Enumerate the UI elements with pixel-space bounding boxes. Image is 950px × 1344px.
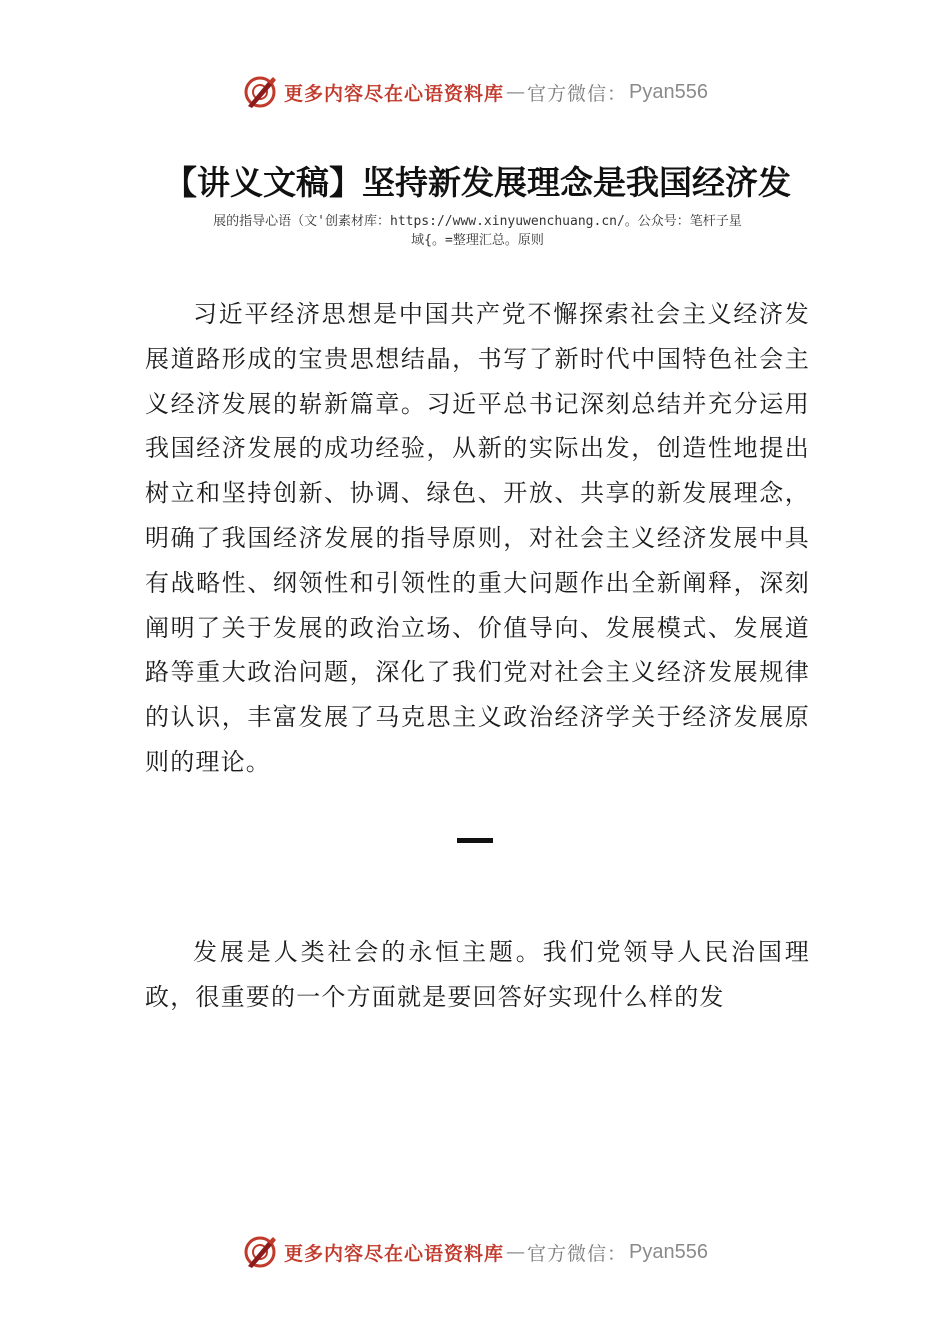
promo-text: 更多内容尽在心语资料库: [284, 1242, 505, 1265]
promo-text: 更多内容尽在心语资料库: [284, 82, 505, 105]
banner-dash: —: [506, 1241, 526, 1263]
document-title: 【讲义文稿】坚持新发展理念是我国经济发: [164, 163, 791, 202]
subtitle-line-2: 域{。=整理汇总。原则: [411, 233, 544, 248]
official-label: 官方微信：: [527, 82, 628, 105]
pen-circle-logo-icon: [242, 74, 278, 110]
banner-dash: —: [506, 81, 526, 103]
wechat-id: Pyan556: [629, 80, 708, 103]
document-subtitle: [145, 212, 810, 250]
pen-circle-logo-icon: [242, 1234, 278, 1270]
paragraph-1: 习近平经济思想是中国共产党不懈探索社会主义经济发展道路形成的宝贵思想结晶，书写了新时代中国特色社会主义经济发展的崭新篇章。习近平总书记深刻总结并充分运用我国经济发展的成功经验，从新的实际出发，创造性地提出树立和坚持创新、协调、绿色、开放、共享的新发展理念，明确了我国经济发展的指导原则，对社会主义经济发展中具有战略性、纲领性和引领性的重大问题作出全新阐释，深刻阐明了关于发展的政治立场、价值导向、发展模式、发展道路等重大政治问题，深化了我们党对社会主义经济发展规律的认识，丰富发展了马克思主义政治经济学关于经济发展原则的理论。: [145, 300, 810, 776]
paragraph-2: 发展是人类社会的永恒主题。我们党领导人民治国理政，很重要的一个方面就是要回答好实现什么样的发: [145, 938, 810, 1011]
header-banner: [0, 70, 950, 114]
wechat-id: Pyan556: [629, 1240, 708, 1263]
section-number-one: [457, 838, 493, 843]
subtitle-line-1: 展的指导心语（文'创素材库：https://www.xinyuwenchuang.cn/。公众号：笔杆子星: [213, 214, 742, 229]
official-label: 官方微信：: [527, 1242, 628, 1265]
footer-banner: [0, 1230, 950, 1274]
